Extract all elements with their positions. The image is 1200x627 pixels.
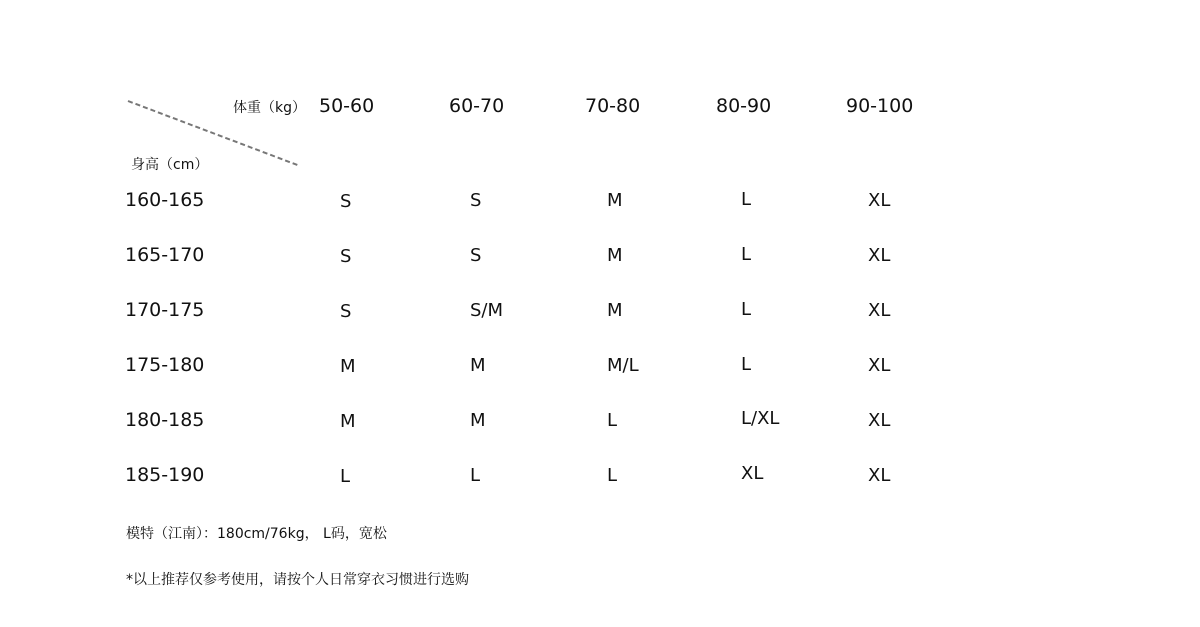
height-row-header: 180-185: [125, 409, 205, 431]
size-cell: M/L: [607, 355, 639, 376]
size-cell: L: [607, 410, 618, 431]
size-cell: XL: [868, 190, 891, 211]
size-cell: XL: [741, 463, 764, 484]
size-cell: XL: [868, 465, 891, 486]
size-cell: L: [607, 465, 618, 486]
height-row-header: 185-190: [125, 464, 205, 486]
size-cell: S: [340, 246, 352, 267]
size-cell: S/M: [470, 300, 504, 321]
height-row-header: 175-180: [125, 354, 205, 376]
size-cell: S: [340, 301, 352, 322]
size-cell: M: [607, 300, 623, 321]
size-cell: XL: [868, 410, 891, 431]
height-row-header: 170-175: [125, 299, 205, 321]
size-cell: L: [741, 189, 752, 210]
model-note: 模特（江南）：180cm/76kg， L码，宽松: [126, 526, 387, 542]
weight-column-header: 60-70: [449, 95, 505, 117]
size-cell: XL: [868, 355, 891, 376]
size-cell: M: [340, 411, 356, 432]
disclaimer-note: *以上推荐仅参考使用，请按个人日常穿衣习惯进行选购: [126, 572, 469, 588]
size-cell: XL: [868, 300, 891, 321]
weight-column-header: 50-60: [319, 95, 375, 117]
header-divider-line: [0, 0, 320, 180]
size-cell: M: [470, 355, 486, 376]
size-cell: L: [741, 354, 752, 375]
size-cell: XL: [868, 245, 891, 266]
size-cell: M: [470, 410, 486, 431]
height-axis-label: 身高（cm）: [131, 157, 209, 173]
weight-column-header: 90-100: [846, 95, 914, 117]
height-row-header: 160-165: [125, 189, 205, 211]
size-cell: L: [470, 465, 481, 486]
size-cell: L: [741, 244, 752, 265]
size-cell: M: [607, 190, 623, 211]
size-cell: L: [741, 299, 752, 320]
size-cell: L/XL: [741, 408, 780, 429]
size-cell: S: [340, 191, 352, 212]
size-cell: L: [340, 466, 351, 487]
weight-column-header: 80-90: [716, 95, 772, 117]
size-cell: M: [607, 245, 623, 266]
size-cell: M: [340, 356, 356, 377]
height-row-header: 165-170: [125, 244, 205, 266]
weight-column-header: 70-80: [585, 95, 641, 117]
size-cell: S: [470, 190, 482, 211]
weight-axis-label: 体重（kg）: [233, 100, 306, 116]
size-cell: S: [470, 245, 482, 266]
